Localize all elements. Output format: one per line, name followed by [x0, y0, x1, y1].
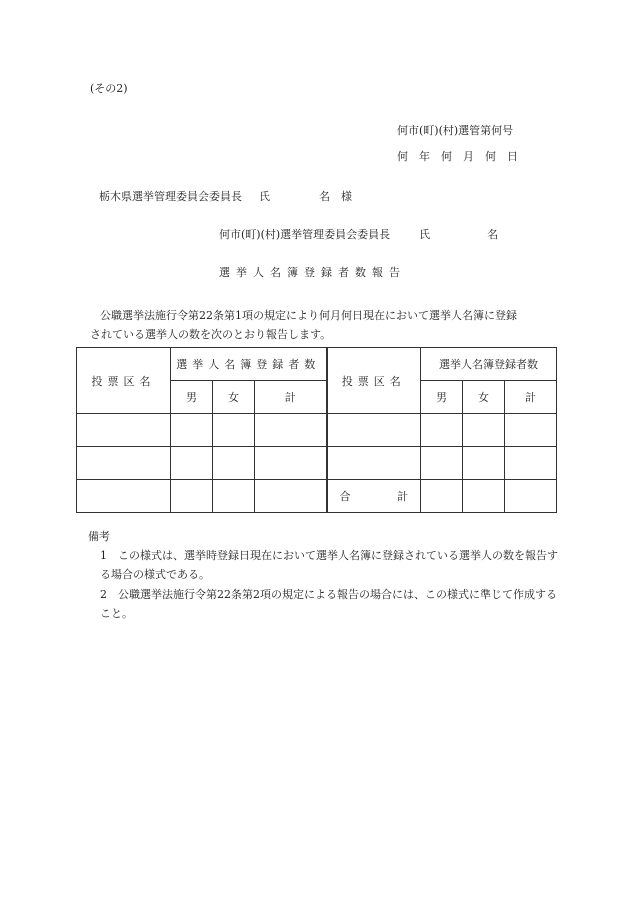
- body-line-2: されている選挙人の数を次のとおり報告します。: [90, 328, 332, 341]
- table-cell: [213, 480, 255, 513]
- table-cell: [505, 480, 557, 513]
- table-cell: [255, 414, 327, 447]
- sender-org: 何市(町)(村)選挙管理委員会委員長: [219, 228, 391, 241]
- grand-total-label: [327, 480, 421, 513]
- male-header-left: 男: [171, 381, 213, 414]
- table-row-total: [77, 480, 557, 513]
- female-header-left: 女: [213, 381, 255, 414]
- female-header-right: 女: [463, 381, 505, 414]
- registration-table: [76, 347, 557, 513]
- document-date: 何 年 何 月 何 日: [397, 150, 518, 163]
- male-header-right: 男: [421, 381, 463, 414]
- sender-line: [219, 228, 498, 242]
- count-header-left: 選挙人名簿登録者数: [171, 348, 327, 381]
- notes-heading: 備考: [88, 530, 110, 543]
- sender-title-suffix: 名: [487, 228, 499, 241]
- table-cell: [255, 480, 327, 513]
- table-cell: [171, 480, 213, 513]
- district-header-right: 投票区名: [327, 348, 421, 414]
- recipient-title-prefix: 氏: [259, 190, 270, 203]
- note-text: この様式は、選挙時登録日現在において選挙人名簿に登録されている選挙人の数を報告する場合の様式である。: [100, 549, 558, 581]
- grand-total-label-left: 合: [339, 490, 351, 503]
- total-header-left: 計: [255, 381, 327, 414]
- table-cell: [421, 414, 463, 447]
- note-number: 2: [100, 588, 107, 601]
- table-row: [77, 414, 557, 447]
- table-cell: [77, 447, 171, 480]
- table-cell: [463, 414, 505, 447]
- table-cell: [77, 414, 171, 447]
- document-title: 選挙人名簿登録者数報告: [219, 266, 406, 279]
- recipient-title-suffix: 名 様: [319, 190, 352, 203]
- table-cell: [171, 414, 213, 447]
- note-item: [100, 585, 560, 623]
- count-header-right: 選挙人名簿登録者数: [421, 348, 557, 381]
- body-text: [90, 306, 560, 344]
- table-cell: [505, 414, 557, 447]
- table-cell: [421, 480, 463, 513]
- grand-total-label-right: 計: [397, 490, 408, 503]
- table-cell: [77, 480, 171, 513]
- table-cell: [463, 480, 505, 513]
- note-text: 公職選挙法施行令第22条第2項の規定による報告の場合には、この様式に準じて作成すること。: [100, 588, 557, 620]
- note-number: 1: [100, 549, 107, 562]
- note-item: [100, 546, 560, 584]
- body-line-1: 公職選挙法施行令第22条第1項の規定により何月何日現在において選挙人名簿に登録: [100, 309, 517, 322]
- table-row: [77, 447, 557, 480]
- form-label: (その2): [90, 82, 128, 95]
- table-cell: [463, 447, 505, 480]
- table-cell: [171, 447, 213, 480]
- recipient-org: 栃木県選挙管理委員会委員長: [99, 190, 242, 203]
- table-cell: [213, 447, 255, 480]
- sender-title-prefix: 氏: [419, 228, 431, 241]
- total-header-right: 計: [505, 381, 557, 414]
- table-cell: [327, 447, 421, 480]
- recipient-line: [99, 190, 352, 204]
- table-cell: [213, 414, 255, 447]
- table-cell: [327, 414, 421, 447]
- table-cell: [505, 447, 557, 480]
- document-number: 何市(町)(村)選管第何号: [397, 124, 514, 137]
- table-cell: [421, 447, 463, 480]
- table-cell: [255, 447, 327, 480]
- district-header-left: 投票区名: [77, 348, 171, 414]
